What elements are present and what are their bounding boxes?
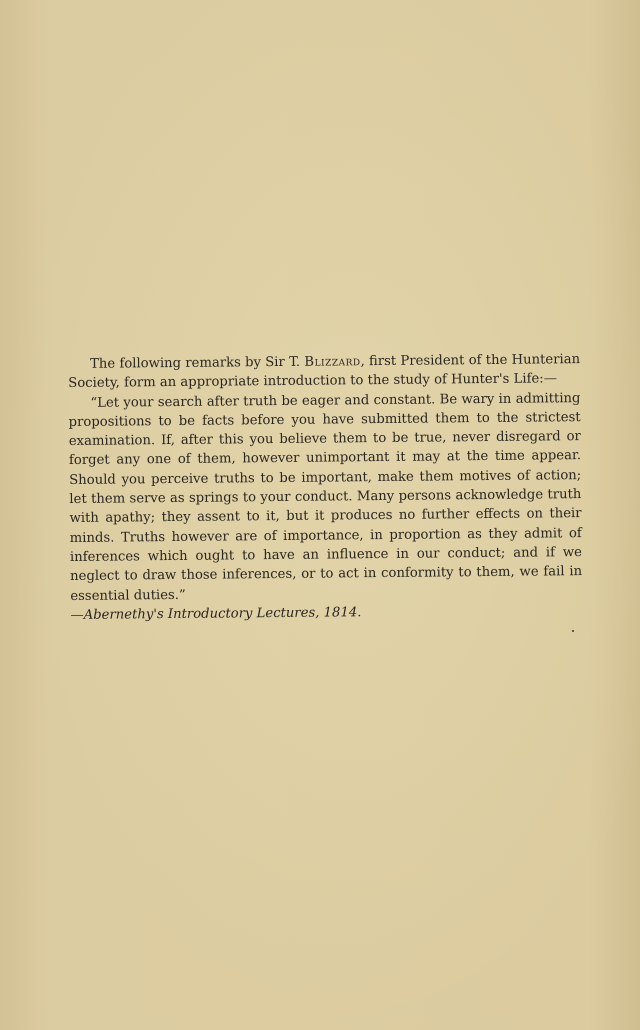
blizzard-name: Blizzard xyxy=(304,354,361,370)
intro-paragraph xyxy=(68,350,580,394)
epigraph-text-block xyxy=(68,350,583,625)
stray-mark xyxy=(572,630,574,632)
attribution-line: —Abernethy's Introductory Lectures, 1814. xyxy=(70,605,362,623)
intro-text-start: The following remarks by Sir T. xyxy=(90,354,305,372)
intro-text-end: , first President of the Hunterian Society, form an appropriate introduction to the study of Hunter's Life:— xyxy=(68,352,581,392)
quote-paragraph: “Let your search after truth be eager and constant. Be wary in admitting propositions to be facts before you have submitted them to the strictest examination. If, after this you believe them to be true, never disregard or forget any one of them, however unimportant it may at the time appear. Should you perceive truths to be important, make them motives of action; let them serve as springs to your conduct. Many persons acknowledge truth with apathy; they assent to it, but it produces no further effects on their minds. Truths however are of importance, in proportion as they admit of inferences which ought to have an influence in our conduct; and if we neglect to draw those inferences, or to act in conformity to them, we fail in essential duties.” xyxy=(68,390,583,604)
